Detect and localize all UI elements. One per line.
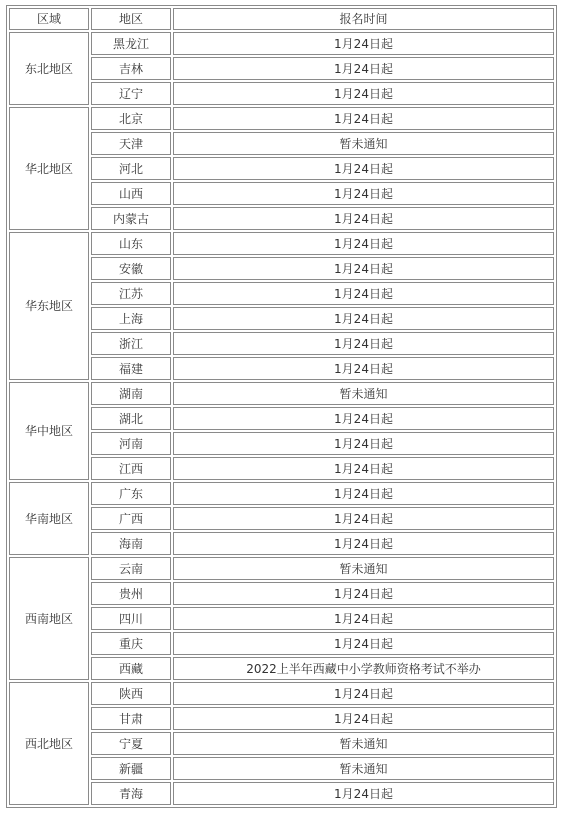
region-cell: 新疆 (91, 757, 171, 780)
region-cell: 湖北 (91, 407, 171, 430)
table-row (9, 607, 554, 630)
region-cell: 辽宁 (91, 82, 171, 105)
zone-cell: 华南地区 (9, 482, 89, 555)
zone-cell: 华北地区 (9, 107, 89, 230)
table-row (9, 507, 554, 530)
zone-cell: 华东地区 (9, 232, 89, 380)
region-cell: 江西 (91, 457, 171, 480)
table-body (9, 8, 554, 805)
region-cell: 安徽 (91, 257, 171, 280)
region-cell: 陕西 (91, 682, 171, 705)
registration-time-table (6, 5, 557, 808)
region-cell: 北京 (91, 107, 171, 130)
time-cell: 1月24日起 (173, 232, 554, 255)
time-cell: 1月24日起 (173, 32, 554, 55)
table-row (9, 532, 554, 555)
table-row (9, 782, 554, 805)
region-cell: 吉林 (91, 57, 171, 80)
time-cell: 1月24日起 (173, 607, 554, 630)
time-cell: 1月24日起 (173, 532, 554, 555)
zone-cell: 华中地区 (9, 382, 89, 480)
time-cell: 1月24日起 (173, 107, 554, 130)
time-cell: 暂未通知 (173, 132, 554, 155)
time-cell: 暂未通知 (173, 757, 554, 780)
region-cell: 内蒙古 (91, 207, 171, 230)
zone-cell: 西北地区 (9, 682, 89, 805)
table-row (9, 307, 554, 330)
time-cell: 1月24日起 (173, 507, 554, 530)
table-row (9, 682, 554, 705)
region-cell: 江苏 (91, 282, 171, 305)
time-cell: 暂未通知 (173, 557, 554, 580)
table-row (9, 257, 554, 280)
time-cell: 1月24日起 (173, 457, 554, 480)
table-row (9, 657, 554, 680)
time-cell: 1月24日起 (173, 407, 554, 430)
registration-table-container (6, 5, 557, 808)
region-cell: 黑龙江 (91, 32, 171, 55)
time-cell: 1月24日起 (173, 182, 554, 205)
time-cell: 2022上半年西藏中小学教师资格考试不举办 (173, 657, 554, 680)
table-row (9, 707, 554, 730)
table-header-row (9, 8, 554, 30)
region-cell: 浙江 (91, 332, 171, 355)
time-cell: 1月24日起 (173, 332, 554, 355)
region-cell: 宁夏 (91, 732, 171, 755)
table-row (9, 57, 554, 80)
table-row (9, 182, 554, 205)
table-row (9, 82, 554, 105)
time-cell: 1月24日起 (173, 357, 554, 380)
table-row (9, 207, 554, 230)
table-row (9, 232, 554, 255)
region-cell: 湖南 (91, 382, 171, 405)
time-cell: 1月24日起 (173, 257, 554, 280)
table-row (9, 732, 554, 755)
region-cell: 海南 (91, 532, 171, 555)
time-cell: 1月24日起 (173, 82, 554, 105)
region-cell: 广东 (91, 482, 171, 505)
time-cell: 暂未通知 (173, 732, 554, 755)
table-row (9, 557, 554, 580)
table-row (9, 582, 554, 605)
table-row (9, 132, 554, 155)
time-cell: 1月24日起 (173, 157, 554, 180)
region-cell: 云南 (91, 557, 171, 580)
table-row (9, 32, 554, 55)
zone-cell: 东北地区 (9, 32, 89, 105)
region-cell: 天津 (91, 132, 171, 155)
table-row (9, 482, 554, 505)
time-cell: 1月24日起 (173, 282, 554, 305)
time-cell: 1月24日起 (173, 57, 554, 80)
header-region: 地区 (91, 8, 171, 30)
time-cell: 1月24日起 (173, 482, 554, 505)
region-cell: 山西 (91, 182, 171, 205)
region-cell: 重庆 (91, 632, 171, 655)
table-row (9, 282, 554, 305)
time-cell: 1月24日起 (173, 582, 554, 605)
time-cell: 1月24日起 (173, 632, 554, 655)
table-row (9, 757, 554, 780)
region-cell: 河北 (91, 157, 171, 180)
time-cell: 1月24日起 (173, 682, 554, 705)
table-row (9, 432, 554, 455)
region-cell: 上海 (91, 307, 171, 330)
region-cell: 河南 (91, 432, 171, 455)
header-zone: 区域 (9, 8, 89, 30)
time-cell: 1月24日起 (173, 432, 554, 455)
time-cell: 1月24日起 (173, 707, 554, 730)
table-row (9, 357, 554, 380)
table-row (9, 632, 554, 655)
table-row (9, 382, 554, 405)
time-cell: 暂未通知 (173, 382, 554, 405)
time-cell: 1月24日起 (173, 307, 554, 330)
region-cell: 贵州 (91, 582, 171, 605)
table-row (9, 157, 554, 180)
region-cell: 福建 (91, 357, 171, 380)
table-row (9, 407, 554, 430)
region-cell: 甘肃 (91, 707, 171, 730)
time-cell: 1月24日起 (173, 207, 554, 230)
zone-cell: 西南地区 (9, 557, 89, 680)
header-time: 报名时间 (173, 8, 554, 30)
table-row (9, 332, 554, 355)
region-cell: 山东 (91, 232, 171, 255)
region-cell: 四川 (91, 607, 171, 630)
table-row (9, 107, 554, 130)
region-cell: 广西 (91, 507, 171, 530)
region-cell: 西藏 (91, 657, 171, 680)
table-row (9, 457, 554, 480)
time-cell: 1月24日起 (173, 782, 554, 805)
region-cell: 青海 (91, 782, 171, 805)
